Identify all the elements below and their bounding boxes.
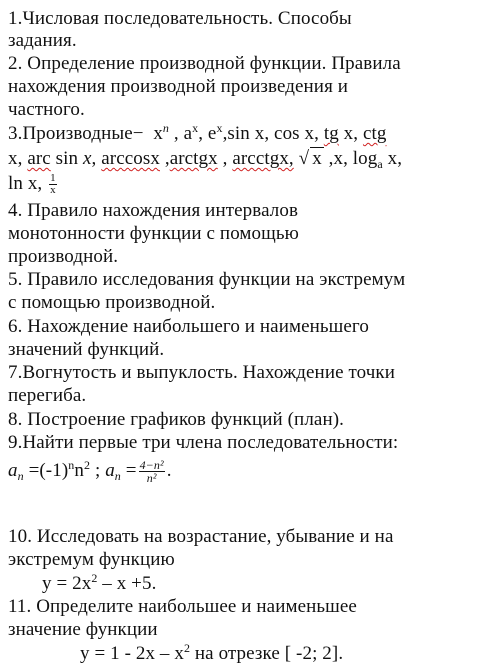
item-10-formula	[42, 573, 156, 595]
formula-10-pre: y = 2x	[42, 573, 92, 594]
item-10-line-1	[8, 526, 393, 548]
item-5-text: 5. Правило исследования функции на экстремум	[8, 269, 406, 290]
item-3-ctg-x: x,	[8, 148, 28, 169]
item-3-arctg: arctgx	[169, 148, 218, 169]
item-3-tg: tg	[323, 123, 339, 144]
item-3-sin-var: x	[83, 148, 92, 169]
log-base: a	[377, 157, 383, 171]
item-6-text-cont: значений функций.	[8, 339, 165, 360]
formula-one-over-x	[49, 173, 57, 196]
item-4-text-end: производной.	[8, 246, 119, 267]
item-2-line-1	[8, 53, 401, 75]
item-3-arccos: arccosx	[101, 148, 160, 169]
item-3-dash: −	[132, 123, 144, 144]
item-2-text-cont: нахождения производной произведения и	[8, 76, 349, 97]
formula-a-2-sub: n	[114, 468, 121, 483]
item-9-line-1	[8, 432, 398, 454]
formula-n: n	[74, 459, 84, 481]
item-10-line-2	[8, 549, 175, 571]
formula-e-base: , e	[198, 123, 217, 144]
formula-10-square: 2	[91, 571, 98, 585]
item-3-trig: ,sin x, cos x,	[222, 123, 324, 144]
formula-square: 2	[83, 457, 91, 472]
item-5-text-cont: с помощью производной.	[8, 292, 216, 313]
item-3-tg-x: x,	[338, 123, 363, 144]
item-7-text: 7.Вогнутость и выпуклость. Нахождение точки	[8, 362, 395, 383]
formula-10-post: – x +5.	[97, 573, 157, 594]
item-4-line-1	[8, 200, 298, 222]
item-8-line	[8, 409, 344, 431]
item-9-text: 9.Найти первые три члена последовательности:	[8, 432, 399, 453]
item-9-formula	[8, 459, 172, 484]
item-3-arcctg: arcctgx,	[232, 148, 294, 169]
item-3-ctg: ctg	[362, 123, 387, 144]
item-2-text: 2. Определение производной функции. Правила	[8, 53, 401, 74]
item-11-text-cont: значение функции	[8, 619, 158, 640]
formula-sep: ;	[90, 459, 106, 481]
item-7-line-2	[8, 385, 86, 407]
formula-dot: .	[166, 459, 172, 481]
formula-pow-n: n	[68, 457, 75, 472]
item-6-line-2	[8, 339, 164, 361]
item-4-line-2	[8, 223, 299, 245]
item-6-line-1	[8, 316, 369, 338]
item-10-text: 10. Исследовать на возрастание, убывание и на	[8, 526, 394, 547]
item-2-line-2	[8, 76, 348, 98]
item-11-line-1	[8, 596, 357, 618]
item-3-line-1	[8, 123, 386, 145]
formula-eq-1: =(-1)	[23, 459, 69, 481]
item-2-text-end: частного.	[8, 99, 85, 120]
item-3-log: ,x, log	[323, 148, 378, 169]
item-3-prefix: 3.Производные	[8, 123, 133, 144]
formula-a: a	[8, 459, 18, 481]
item-3-sin: sin	[50, 148, 83, 169]
item-11-formula	[80, 643, 343, 665]
item-3-sep-2: ,	[159, 148, 170, 169]
fraction-denominator: n²	[146, 471, 157, 485]
formula-11-post: на отрезке [ -2; 2].	[190, 643, 344, 664]
item-4-line-3	[8, 246, 118, 268]
formula-ax-exp: x	[192, 121, 199, 135]
item-1-text-cont: задания.	[8, 30, 77, 51]
formula-x-pow-n	[153, 123, 169, 144]
formula-fraction	[139, 459, 165, 484]
frac-denominator: x	[50, 184, 56, 197]
item-3-line-2	[8, 148, 402, 170]
formula-sqrt-x	[299, 148, 324, 170]
formula-a-sub: n	[17, 468, 24, 483]
item-7-line-1	[8, 362, 395, 384]
formula-a-base: , a	[173, 123, 193, 144]
formula-11-pre: y = 1 - 2x – x	[80, 643, 184, 664]
frac-numerator: 1	[50, 172, 56, 185]
formula-a-pow-x	[174, 123, 198, 144]
formula-x-base: x	[153, 123, 163, 144]
item-11-line-2	[8, 619, 158, 641]
item-5-line-2	[8, 292, 215, 314]
item-3-sep-1: ,	[91, 148, 102, 169]
formula-a-2: a	[105, 459, 115, 481]
formula-11-square: 2	[183, 641, 191, 655]
fraction-numerator: 4−n²	[139, 458, 164, 472]
item-1-line-2	[8, 30, 77, 52]
item-10-text-cont: экстремум функцию	[8, 549, 175, 570]
item-3-arc: arc	[27, 148, 51, 169]
item-2-line-3	[8, 99, 85, 121]
item-3-ln: ln x,	[8, 173, 48, 194]
item-11-text: 11. Определите наибольшее и наименьшее	[8, 596, 357, 617]
item-3-line-3	[8, 173, 59, 196]
item-4-text: 4. Правило нахождения интервалов	[8, 200, 299, 221]
item-3-log-x: x,	[382, 148, 403, 169]
formula-n-exp: n	[162, 121, 170, 135]
sqrt-symbol: √	[298, 148, 310, 169]
sqrt-radicand: x	[312, 148, 322, 169]
item-5-line-1	[8, 269, 405, 291]
item-4-text-cont: монотонности функции с помощью	[8, 223, 299, 244]
item-7-text-cont: перегиба.	[8, 385, 87, 406]
item-1-text: 1.Числовая последовательность. Способы	[8, 8, 352, 29]
item-6-text: 6. Нахождение наибольшего и наименьшего	[8, 316, 369, 337]
item-3-sep-3: ,	[217, 148, 233, 169]
formula-e-pow-x	[198, 123, 222, 144]
formula-ex-exp: x	[216, 121, 223, 135]
formula-eq-2: =	[120, 459, 137, 481]
item-1-line-1	[8, 8, 352, 30]
item-8-text: 8. Построение графиков функций (план).	[8, 409, 344, 430]
